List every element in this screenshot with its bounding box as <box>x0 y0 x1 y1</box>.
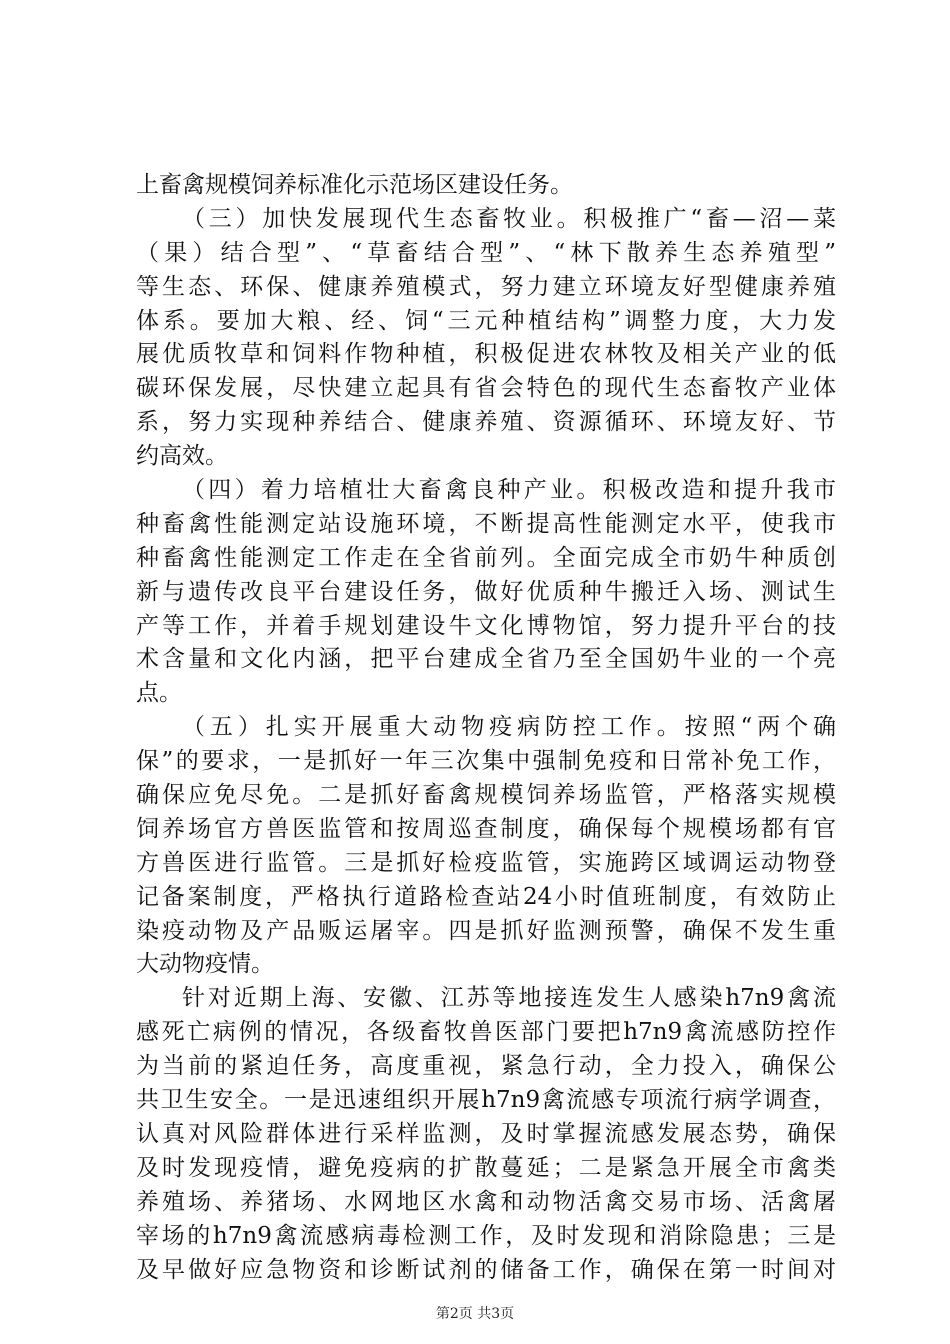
text-line: 及时发现疫情，避免疫病的扩散蔓延；二是紧急开展全市禽类 <box>136 1154 836 1181</box>
text-line: 保”的要求，一是抓好一年三次集中强制免疫和日常补免工作， <box>136 748 836 775</box>
text-line: 上畜禽规模饲养标准化示范场区建设任务。 <box>136 172 573 198</box>
document-body <box>136 169 836 1287</box>
text-line: （三）加快发展现代生态畜牧业。积极推广“畜—沼—菜 <box>182 205 836 232</box>
page-number: 第2页 共3页 <box>435 1306 515 1322</box>
text-line: 感死亡病例的情况，各级畜牧兽医部门要把h7n9禽流感防控作 <box>136 1019 836 1046</box>
text-line: 大动物疫情。 <box>136 951 274 978</box>
text-line: （四）着力培植壮大畜禽良种产业。积极改造和提升我市 <box>182 477 836 504</box>
text-line: （五）扎实开展重大动物疫病防控工作。按照“两个确 <box>182 714 836 741</box>
text-line: 饲养场官方兽医监管和按周巡查制度，确保每个规模场都有官 <box>136 815 836 842</box>
text-line: 术含量和文化内涵，把平台建成全省乃至全国奶牛业的一个亮 <box>136 646 836 673</box>
text-line: 认真对风险群体进行采样监测，及时掌握流感发展态势，确保 <box>136 1120 836 1147</box>
text-line: 约高效。 <box>136 443 228 470</box>
text-line: 种畜禽性能测定站设施环境，不断提高性能测定水平，使我市 <box>136 510 836 537</box>
text-line: 方兽医进行监管。三是抓好检疫监管，实施跨区域调运动物登 <box>136 849 836 876</box>
text-line: 点。 <box>136 680 182 707</box>
text-line: 体系。要加大粮、经、饲“三元种植结构”调整力度，大力发 <box>136 307 836 334</box>
text-line: 种畜禽性能测定工作走在全省前列。全面完成全市奶牛种质创 <box>136 544 836 571</box>
text-line: 针对近期上海、安徽、江苏等地接连发生人感染h7n9禽流 <box>182 985 836 1012</box>
text-line: 等生态、环保、健康养殖模式，努力建立环境友好型健康养殖 <box>136 273 836 300</box>
text-line: （果）结合型”、“草畜结合型”、“林下散养生态养殖型” <box>136 239 836 266</box>
text-line: 碳环保发展，尽快建立起具有省会特色的现代生态畜牧产业体 <box>136 375 836 402</box>
text-line: 确保应免尽免。二是抓好畜禽规模饲养场监管，严格落实规模 <box>136 782 836 809</box>
text-line: 及早做好应急物资和诊断试剂的储备工作，确保在第一时间对 <box>136 1256 836 1283</box>
text-line: 宰场的h7n9禽流感病毒检测工作，及时发现和消除隐患；三是 <box>136 1222 836 1249</box>
text-line: 产等工作，并着手规划建设牛文化博物馆，努力提升平台的技 <box>136 612 836 639</box>
text-line: 展优质牧草和饲料作物种植，积极促进农林牧及相关产业的低 <box>136 341 836 368</box>
text-line: 染疫动物及产品贩运屠宰。四是抓好监测预警，确保不发生重 <box>136 917 836 944</box>
text-line: 养殖场、养猪场、水网地区水禽和动物活禽交易市场、活禽屠 <box>136 1188 836 1215</box>
text-line: 为当前的紧迫任务，高度重视，紧急行动，全力投入，确保公 <box>136 1053 836 1080</box>
text-line: 新与遗传改良平台建设任务，做好优质种牛搬迁入场、测试生 <box>136 578 836 605</box>
text-line: 共卫生安全。一是迅速组织开展h7n9禽流感专项流行病学调查， <box>136 1087 836 1114</box>
text-line: 系，努力实现种养结合、健康养殖、资源循环、环境友好、节 <box>136 409 836 436</box>
text-line: 记备案制度，严格执行道路检查站24小时值班制度，有效防止 <box>136 883 836 910</box>
